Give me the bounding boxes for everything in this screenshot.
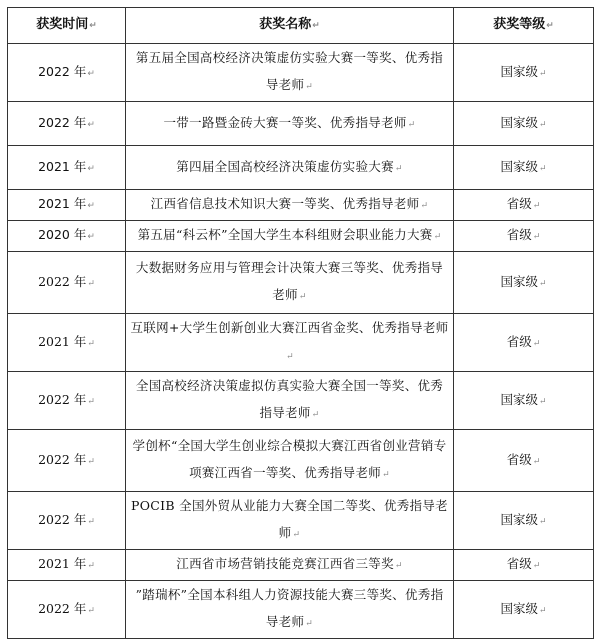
- award-name: 第五届全国高校经济决策虚仿实验大赛一等奖、优秀指导老师↵: [126, 44, 454, 102]
- award-year: 2021 年↵: [8, 550, 126, 581]
- table-row: [8, 44, 594, 102]
- table-row: [8, 190, 594, 221]
- award-name: 江西省信息技术知识大赛一等奖、优秀指导老师↵: [126, 190, 454, 221]
- award-year: 2022 年↵: [8, 581, 126, 639]
- award-level: 省级↵: [454, 221, 594, 252]
- award-name: 全国高校经济决策虚拟仿真实验大赛全国一等奖、优秀指导老师↵: [126, 372, 454, 430]
- award-level: 国家级↵: [454, 252, 594, 314]
- header-row: [8, 8, 594, 44]
- award-level: 国家级↵: [454, 492, 594, 550]
- table-row: [8, 550, 594, 581]
- award-name: 第四届全国高校经济决策虚仿实验大赛↵: [126, 146, 454, 190]
- table-row: [8, 146, 594, 190]
- award-level: 省级↵: [454, 190, 594, 221]
- award-level: 省级↵: [454, 550, 594, 581]
- award-year: 2022 年↵: [8, 44, 126, 102]
- award-level: 国家级↵: [454, 146, 594, 190]
- award-year: 2022 年↵: [8, 430, 126, 492]
- table-row: [8, 581, 594, 639]
- table-row: [8, 372, 594, 430]
- award-name: 互联网+大学生创新创业大赛江西省金奖、优秀指导老师↵: [126, 314, 454, 372]
- header-year: 获奖时间↵: [8, 8, 126, 44]
- award-year: 2022 年↵: [8, 372, 126, 430]
- award-name: POCIB 全国外贸从业能力大赛全国二等奖、优秀指导老师↵: [126, 492, 454, 550]
- header-name: 获奖名称↵: [126, 8, 454, 44]
- award-name: ”踏瑞杯”全国本科组人力资源技能大赛三等奖、优秀指导老师↵: [126, 581, 454, 639]
- awards-table: [7, 7, 594, 639]
- award-level: 国家级↵: [454, 372, 594, 430]
- table-row: [8, 492, 594, 550]
- award-year: 2020 年↵: [8, 221, 126, 252]
- award-year: 2022 年↵: [8, 252, 126, 314]
- award-year: 2022 年↵: [8, 492, 126, 550]
- table-row: [8, 252, 594, 314]
- table-row: [8, 430, 594, 492]
- award-name: 一带一路暨金砖大赛一等奖、优秀指导老师↵: [126, 102, 454, 146]
- award-name: 江西省市场营销技能竞赛江西省三等奖↵: [126, 550, 454, 581]
- header-level: 获奖等级↵: [454, 8, 594, 44]
- award-name: 大数据财务应用与管理会计决策大赛三等奖、优秀指导老师↵: [126, 252, 454, 314]
- award-level: 国家级↵: [454, 581, 594, 639]
- award-name: 学创杯“全国大学生创业综合模拟大赛江西省创业营销专项赛江西省一等奖、优秀指导老师↵: [126, 430, 454, 492]
- table-row: [8, 221, 594, 252]
- award-year: 2022 年↵: [8, 102, 126, 146]
- award-year: 2021 年↵: [8, 190, 126, 221]
- award-level: 国家级↵: [454, 102, 594, 146]
- award-level: 国家级↵: [454, 44, 594, 102]
- award-year: 2021 年↵: [8, 314, 126, 372]
- table-row: [8, 102, 594, 146]
- award-level: 省级↵: [454, 430, 594, 492]
- table-row: [8, 314, 594, 372]
- award-level: 省级↵: [454, 314, 594, 372]
- award-name: 第五届“科云杯”全国大学生本科组财会职业能力大赛↵: [126, 221, 454, 252]
- award-year: 2021 年↵: [8, 146, 126, 190]
